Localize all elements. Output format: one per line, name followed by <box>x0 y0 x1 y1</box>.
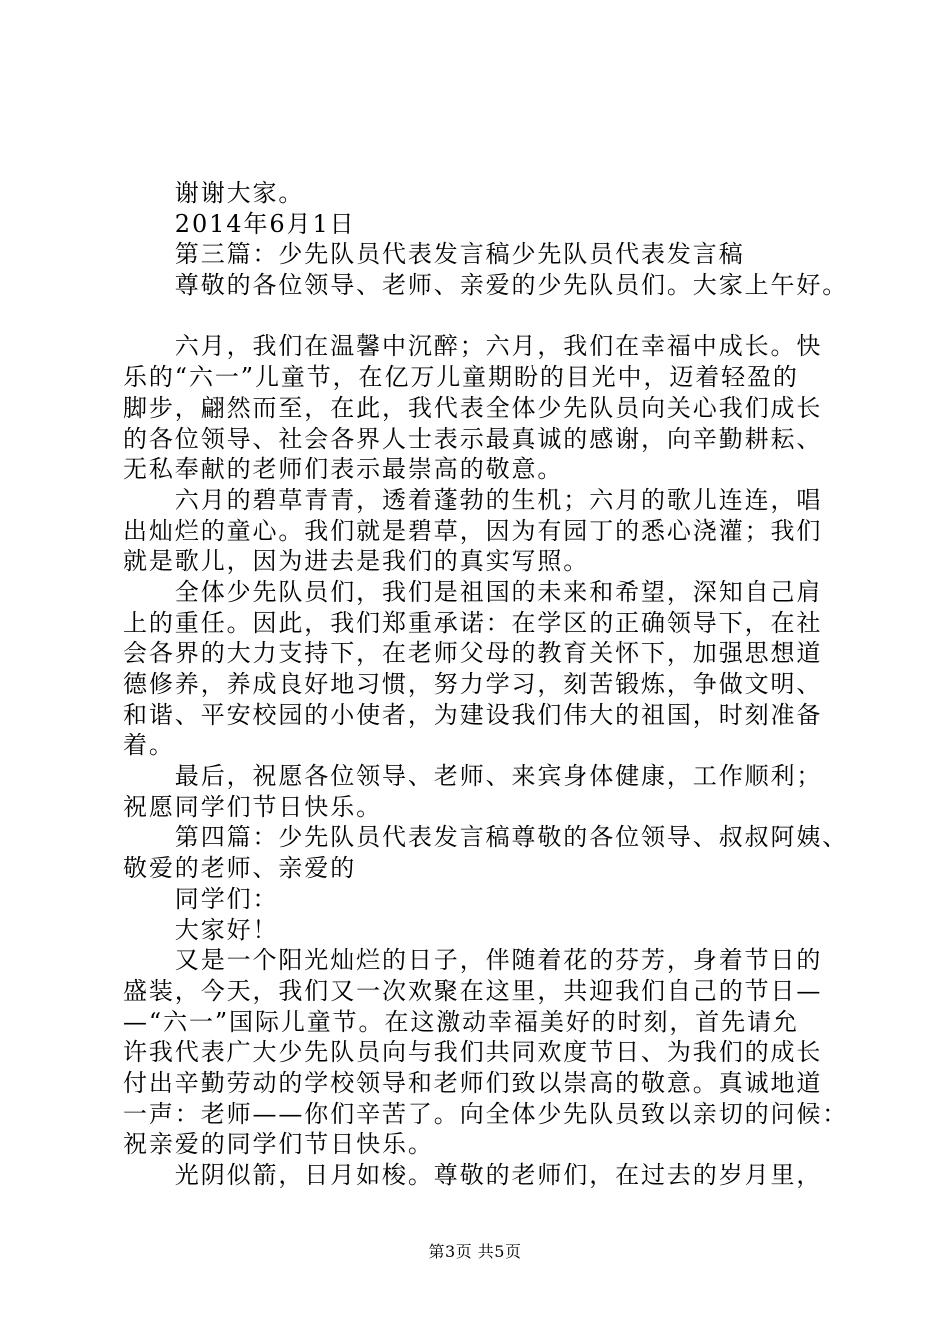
text-line: 谢谢大家。 <box>123 179 305 207</box>
text-line: 一声：老师——你们辛苦了。向全体少先队员致以亲切的问候： <box>123 1099 849 1128</box>
text-line: 第三篇：少先队员代表发言稿少先队员代表发言稿 <box>123 240 745 269</box>
text-line: 付出辛勤劳动的学校领导和老师们致以崇高的敬意。真诚地道 <box>123 1068 823 1097</box>
text-line: 和谐、平安校园的小使者，为建设我们伟大的祖国，时刻准备 <box>123 700 823 729</box>
text-line: 的各位领导、社会各界人士表示最真诚的感谢，向辛勤耕耘、 <box>123 424 823 453</box>
text-line: 尊敬的各位领导、老师、亲爱的少先队员们。大家上午好。 <box>123 271 849 300</box>
text-line: 最后，祝愿各位领导、老师、来宾身体健康，工作顺利； <box>123 762 823 791</box>
text-line: 又是一个阳光灿烂的日子，伴随着花的芬芳，身着节日的 <box>123 946 823 975</box>
text-line: 六月的碧草青青，透着蓬勃的生机；六月的歌儿连连，唱 <box>123 485 823 514</box>
text-line: 祝亲爱的同学们节日快乐。 <box>123 1130 434 1159</box>
text-line: 乐的“六一”儿童节，在亿万儿童期盼的目光中，迈着轻盈的 <box>123 363 799 392</box>
page-footer: 第3页 共5页 <box>428 1242 522 1261</box>
text-line: 就是歌儿，因为进去是我们的真实写照。 <box>123 547 590 576</box>
text-line: 许我代表广大少先队员向与我们共同欢度节日、为我们的成长 <box>123 1038 823 1067</box>
text-line: 同学们： <box>123 884 279 913</box>
text-line: 无私奉献的老师们表示最崇高的敬意。 <box>123 455 564 484</box>
text-line: 2014年6月1日 <box>123 209 356 238</box>
text-line: 六月，我们在温馨中沉醉；六月，我们在幸福中成长。快 <box>123 332 823 361</box>
text-line: 脚步，翩然而至，在此，我代表全体少先队员向关心我们成长 <box>123 393 823 422</box>
text-line: 会各界的大力支持下，在老师父母的教育关怀下，加强思想道 <box>123 639 823 668</box>
text-line: 光阴似箭，日月如梭。尊敬的老师们，在过去的岁月里， <box>123 1161 823 1189</box>
document-body <box>123 178 853 1191</box>
text-line: 上的重任。因此，我们郑重承诺：在学区的正确领导下，在社 <box>123 608 823 637</box>
text-line: 第四篇：少先队员代表发言稿尊敬的各位领导、叔叔阿姨、 <box>123 823 849 852</box>
text-line <box>123 301 853 332</box>
text-line: 着。 <box>123 731 175 760</box>
text-line: —“六一”国际儿童节。在这激动幸福美好的时刻，首先请允 <box>123 1007 799 1036</box>
text-line: 出灿烂的童心。我们就是碧草，因为有园丁的悉心浇灌；我们 <box>123 516 823 545</box>
text-line: 全体少先队员们，我们是祖国的未来和希望，深知自己肩 <box>123 577 823 606</box>
text-line: 敬爱的老师、亲爱的 <box>123 854 357 883</box>
text-line: 盛装，今天，我们又一次欢聚在这里，共迎我们自己的节日— <box>123 976 823 1005</box>
text-line: 德修养，养成良好地习惯，努力学习，刻苦锻炼，争做文明、 <box>123 670 823 698</box>
text-line: 祝愿同学们节日快乐。 <box>123 792 382 821</box>
text-line: 大家好！ <box>123 915 279 944</box>
